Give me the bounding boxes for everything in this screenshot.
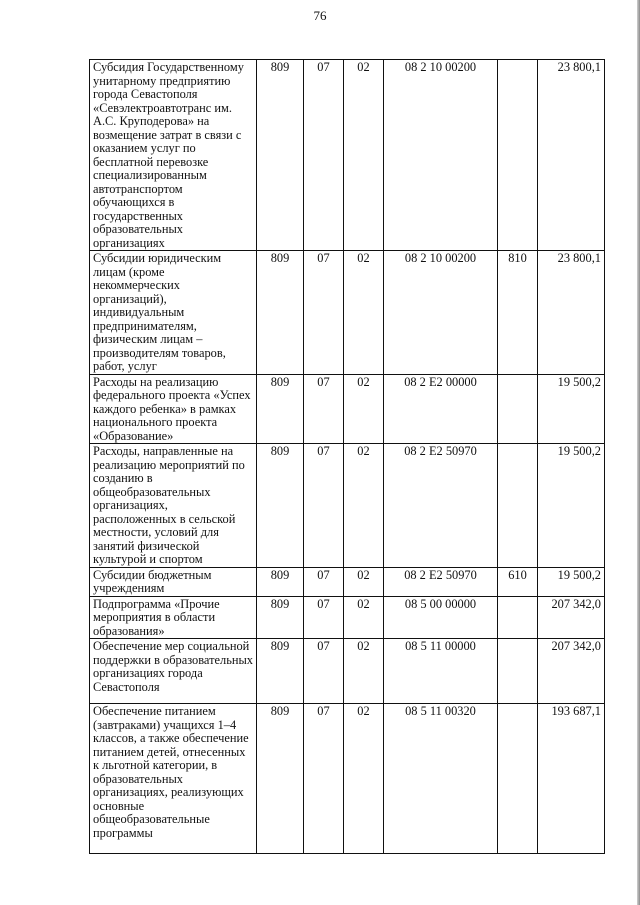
cell-target-article: 08 2 10 00200 xyxy=(384,251,498,375)
cell-subsection-code: 02 xyxy=(344,251,384,375)
cell-amount: 193 687,1 xyxy=(538,704,605,854)
cell-expense-name: Субсидии юридическим лицам (кроме некоммерческих организаций), индивидуальным предпринимателям, физическим лицам – производителям товаров, работ, услуг xyxy=(90,251,257,375)
cell-subsection-code: 02 xyxy=(344,596,384,639)
cell-ministry-code: 809 xyxy=(257,596,304,639)
cell-ministry-code: 809 xyxy=(257,251,304,375)
cell-section-code: 07 xyxy=(304,60,344,251)
cell-section-code: 07 xyxy=(304,251,344,375)
cell-subsection-code: 02 xyxy=(344,444,384,568)
cell-target-article: 08 5 11 00000 xyxy=(384,639,498,704)
cell-expense-name: Субсидии бюджетным учреждениям xyxy=(90,567,257,596)
cell-amount: 23 800,1 xyxy=(538,251,605,375)
cell-expense-type: 810 xyxy=(498,251,538,375)
table-body xyxy=(90,60,605,854)
cell-subsection-code: 02 xyxy=(344,567,384,596)
cell-expense-type xyxy=(498,60,538,251)
cell-section-code: 07 xyxy=(304,704,344,854)
cell-target-article: 08 2 E2 50970 xyxy=(384,567,498,596)
table-row xyxy=(90,596,605,639)
cell-amount: 19 500,2 xyxy=(538,444,605,568)
cell-amount: 19 500,2 xyxy=(538,374,605,444)
cell-section-code: 07 xyxy=(304,639,344,704)
cell-subsection-code: 02 xyxy=(344,60,384,251)
table-row xyxy=(90,444,605,568)
cell-subsection-code: 02 xyxy=(344,704,384,854)
cell-target-article: 08 5 11 00320 xyxy=(384,704,498,854)
cell-expense-type xyxy=(498,374,538,444)
cell-ministry-code: 809 xyxy=(257,567,304,596)
cell-expense-name: Субсидия Государственному унитарному предприятию города Севастополя «Севэлектроавтотранс им. А.С. Круподерова» на возмещение затрат в связи с оказанием услуг по бесплатной перевозке специализированным автотранспортом обучающихся в государственных образовательных организациях xyxy=(90,60,257,251)
cell-section-code: 07 xyxy=(304,374,344,444)
table-row xyxy=(90,60,605,251)
cell-ministry-code: 809 xyxy=(257,704,304,854)
cell-target-article: 08 2 10 00200 xyxy=(384,60,498,251)
table-row xyxy=(90,639,605,704)
budget-table xyxy=(89,59,605,854)
cell-target-article: 08 5 00 00000 xyxy=(384,596,498,639)
cell-subsection-code: 02 xyxy=(344,639,384,704)
cell-expense-name: Расходы, направленные на реализацию мероприятий по созданию в общеобразовательных организациях, расположенных в сельской местности, условий для занятий физической культурой и спортом xyxy=(90,444,257,568)
cell-expense-type xyxy=(498,639,538,704)
table-row xyxy=(90,374,605,444)
cell-amount: 23 800,1 xyxy=(538,60,605,251)
cell-amount: 207 342,0 xyxy=(538,596,605,639)
cell-subsection-code: 02 xyxy=(344,374,384,444)
cell-expense-type xyxy=(498,704,538,854)
cell-target-article: 08 2 E2 50970 xyxy=(384,444,498,568)
table-row xyxy=(90,704,605,854)
table-row xyxy=(90,251,605,375)
cell-expense-name: Расходы на реализацию федерального проекта «Успех каждого ребенка» в рамках национального проекта «Образование» xyxy=(90,374,257,444)
cell-amount: 19 500,2 xyxy=(538,567,605,596)
cell-ministry-code: 809 xyxy=(257,444,304,568)
cell-ministry-code: 809 xyxy=(257,60,304,251)
cell-section-code: 07 xyxy=(304,444,344,568)
cell-section-code: 07 xyxy=(304,596,344,639)
cell-target-article: 08 2 E2 00000 xyxy=(384,374,498,444)
cell-expense-type xyxy=(498,444,538,568)
cell-ministry-code: 809 xyxy=(257,639,304,704)
cell-section-code: 07 xyxy=(304,567,344,596)
cell-expense-type: 610 xyxy=(498,567,538,596)
cell-expense-name: Обеспечение питанием (завтраками) учащихся 1–4 классов, а также обеспечение питанием детей, отнесенных к льготной категории, в образовательных организациях, реализующих основные общеобразовательные программы xyxy=(90,704,257,854)
page-number: 76 xyxy=(313,8,327,23)
cell-expense-type xyxy=(498,596,538,639)
cell-ministry-code: 809 xyxy=(257,374,304,444)
table-row xyxy=(90,567,605,596)
cell-expense-name: Подпрограмма «Прочие мероприятия в области образования» xyxy=(90,596,257,639)
cell-expense-name: Обеспечение мер социальной поддержки в образовательных организациях города Севастополя xyxy=(90,639,257,704)
cell-amount: 207 342,0 xyxy=(538,639,605,704)
